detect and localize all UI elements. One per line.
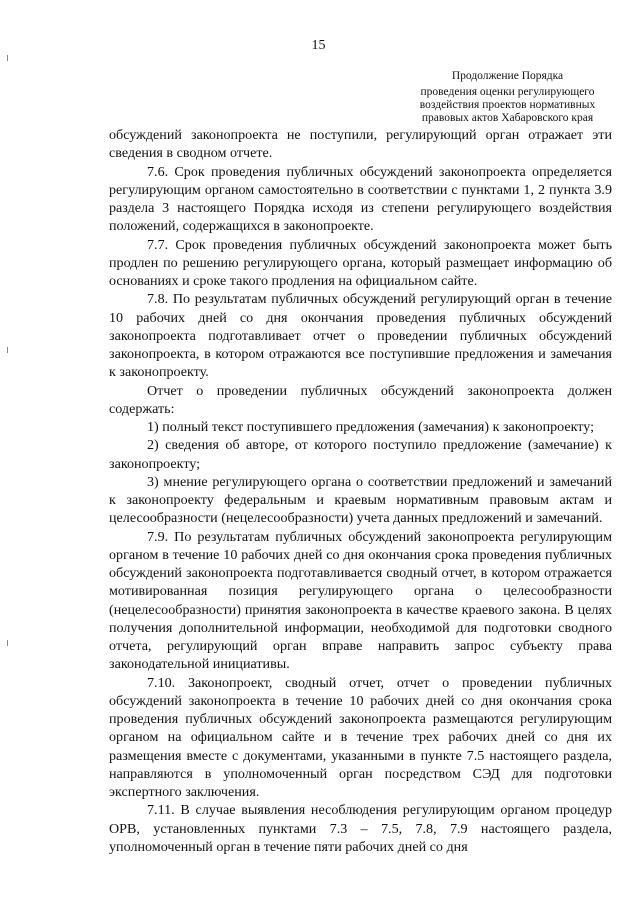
margin-mark bbox=[7, 347, 8, 353]
paragraph: Отчет о проведении публичных обсуждений законопроекта должен содержать: bbox=[109, 382, 612, 417]
paragraph: 7.6. Срок проведения публичных обсуждений законопроекта определяется регулирующим органом самостоятельно в соответствии с пунктами 1, 2 пункта 3.9 раздела 3 настоящего Порядка исходя из степени регулирующего воздействия положений, содержащихся в законопроекте. bbox=[109, 163, 612, 235]
header-subtitle: проведения оценки регулирующего воздействия проектов нормативных правовых актов Хабаровского края bbox=[419, 86, 596, 124]
header-title: Продолжение Порядка bbox=[451, 70, 564, 82]
margin-mark bbox=[7, 55, 8, 61]
list-item: 2) сведения об авторе, от которого поступило предложение (замечание) к законопроекту; bbox=[109, 437, 612, 472]
list-item: 1) полный текст поступившего предложения (замечания) к законопроекту; bbox=[147, 419, 595, 435]
paragraph: обсуждений законопроекта не поступили, регулирующий орган отражает эти сведения в сводном отчете. bbox=[109, 127, 612, 162]
paragraph: 7.9. По результатам публичных обсуждений законопроекта регулирующим органом в течение 10 рабочих дней со дня окончания срока проведения публичных обсуждений законопроекта подготавливается сводный отчет, в котором отражается мотивированная позиция регулирующего органа о целесообразности (нецелесообразности) принятия законопроекта в качестве краевого закона. В целях получения дополнительной информации, необходимой для подготовки сводного отчета, регулирующий орган вправе направить запрос субъекту права законодательной инициативы. bbox=[109, 528, 612, 673]
paragraph: 7.10. Законопроект, сводный отчет, отчет о проведении публичных обсуждений законопроекта в течение 10 рабочих дней со дня окончания срока проведения публичных обсуждений законопроекта размещаются регулирующим органом на официальном сайте и в течение трех рабочих дней со дня их размещения вместе с документами, указанными в пункте 7.5 настоящего раздела, направляются в уполномоченный орган посредством СЭД для подготовки экспертного заключения. bbox=[109, 674, 612, 800]
paragraph: 7.11. В случае выявления несоблюдения регулирующим органом процедур ОРВ, установленных пунктами 7.3 – 7.5, 7.8, 7.9 настоящего раздела, уполномоченный орган в течение пяти рабочих дней со дня bbox=[109, 802, 612, 855]
page-number: 15 bbox=[311, 38, 326, 53]
margin-mark bbox=[7, 640, 8, 646]
paragraph: 7.7. Срок проведения публичных обсуждений законопроекта может быть продлен по решению регулирующего органа, который размещает информацию об основаниях и сроке такого продления на официальном сайте. bbox=[109, 236, 612, 289]
continuation-header bbox=[400, 70, 615, 125]
paragraph: 7.8. По результатам публичных обсуждений регулирующий орган в течение 10 рабочих дней со дня окончания проведения публичных обсуждений законопроекта подготавливает отчет о проведении публичных обсуждений законопроекта, в котором отражаются все поступившие предложения и замечания к законопроекту. bbox=[109, 291, 612, 381]
document-body bbox=[109, 126, 612, 856]
list-item: 3) мнение регулирующего органа о соответствии предложений и замечаний к законопроекту федеральным и краевым нормативным правовым актам и целесообразности (нецелесообразности) учета данных предложений и замечаний. bbox=[109, 473, 612, 527]
